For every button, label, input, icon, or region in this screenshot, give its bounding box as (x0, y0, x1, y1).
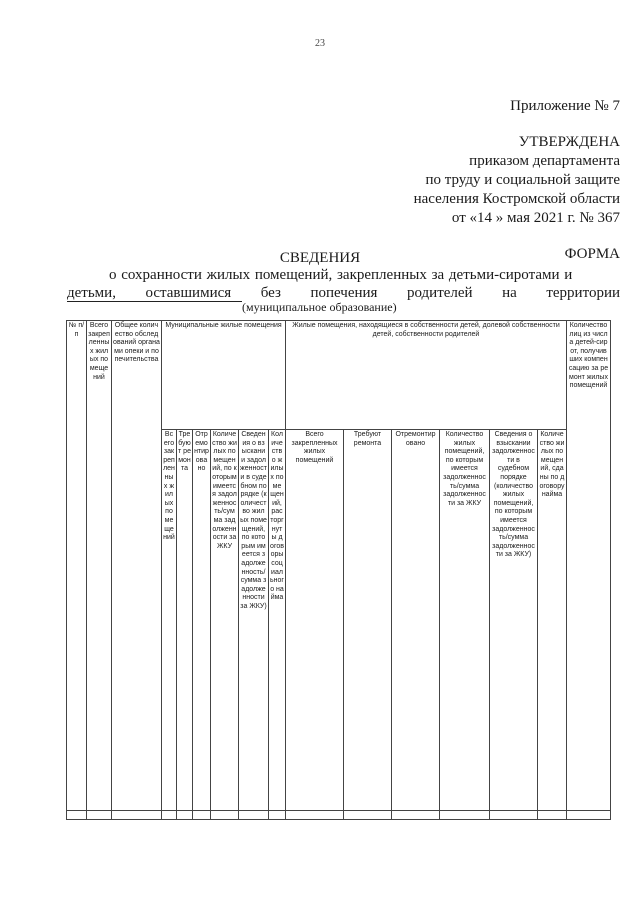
table-cell (440, 811, 490, 820)
table-cell (162, 811, 177, 820)
subtitle-word: попечения (310, 285, 378, 301)
municipal-subheader-repair-needed: Требуют ремонта (177, 430, 193, 811)
municipal-subheader-terminated: Количество жилых помещений, расторгнуты договоры социального найма (269, 430, 286, 811)
subtitle-word: на (502, 285, 517, 301)
owned-subheader-repaired: Отремонтировано (392, 430, 440, 811)
table-cell (112, 811, 162, 820)
table-cell (567, 811, 611, 820)
table-cell (87, 811, 112, 820)
header-cell-total-assigned: Всего закрепленных жилых помещений (87, 321, 112, 811)
header-cell-compensated: Количество лиц из числа детей-сирот, получивших компенсацию за ремонт жилых помещений (567, 321, 611, 811)
subtitle-word: детьми, (67, 285, 116, 301)
municipality-caption: (муниципальное образование) (242, 300, 397, 314)
table-cell (67, 811, 87, 820)
form-label: ФОРМА (564, 246, 620, 262)
municipal-subheader-total: Всего закрепленных жилых помещений (162, 430, 177, 811)
subtitle-word: без (260, 285, 281, 301)
table-cell (211, 811, 239, 820)
owned-subheader-total: Всего закрепленных жилых помещений (286, 430, 344, 811)
approval-line: по труду и социальной защите (425, 172, 620, 188)
table-cell (286, 811, 344, 820)
document-title: СВЕДЕНИЯ (279, 250, 361, 266)
header-cell-num: № п/п (67, 321, 87, 811)
appendix-label: Приложение № 7 (510, 98, 620, 114)
subtitle-word: оставшимися (145, 285, 232, 301)
subtitle-line-1: о сохранности жилых помещений, закрепленных за детьми-сиротами и (109, 267, 573, 283)
table-cell (193, 811, 211, 820)
table-cell (239, 811, 269, 820)
table-cell (344, 811, 392, 820)
report-form-table (66, 320, 611, 820)
page-number: 23 (315, 38, 325, 49)
table-row (67, 811, 611, 820)
table-cell (538, 811, 567, 820)
owned-subheader-debt: Количество жилых помещений, по которым имеется задолженность/сумма задолженности за ЖКУ (440, 430, 490, 811)
owned-subheader-court: Сведения о взыскании задолженности в судебном порядке (количество жилых помещений, по которым имеется задолженность/сумма задолженности за ЖКУ) (490, 430, 538, 811)
municipal-subheader-debt: Количество жилых помещений, по которым имеется задолженность/сумма задолженности за ЖКУ (211, 430, 239, 811)
owned-subheader-rented: Количество жилых помещений, сданы по договору найма (538, 430, 567, 811)
municipality-fill-line (67, 301, 242, 302)
approval-line: приказом департамента (469, 153, 620, 169)
municipal-subheader-court: Сведения о взыскании задолженности в судебном порядке (количество жилых помещений, по которым имеется задолженность/сумма задолженности за ЖКУ) (239, 430, 269, 811)
table-cell (269, 811, 286, 820)
table-cell (392, 811, 440, 820)
approval-line: населения Костромской области (413, 191, 620, 207)
table-cell (177, 811, 193, 820)
header-group-municipal: Муниципальные жилые помещения (162, 321, 286, 430)
subtitle-word: территории (546, 285, 620, 301)
approval-line: от «14 » мая 2021 г. № 367 (451, 210, 620, 226)
municipal-subheader-repaired: Отремонтировано (193, 430, 211, 811)
approved-title: УТВЕРЖДЕНА (518, 134, 620, 150)
table-cell (490, 811, 538, 820)
subtitle-word: родителей (406, 285, 473, 301)
header-group-owned: Жилые помещения, находящиеся в собственности детей, долевой собственности детей, собственности родителей (286, 321, 567, 430)
owned-subheader-repair-needed: Требуют ремонта (344, 430, 392, 811)
header-cell-inspections: Общее количество обследований органами опеки и попечительства (112, 321, 162, 811)
